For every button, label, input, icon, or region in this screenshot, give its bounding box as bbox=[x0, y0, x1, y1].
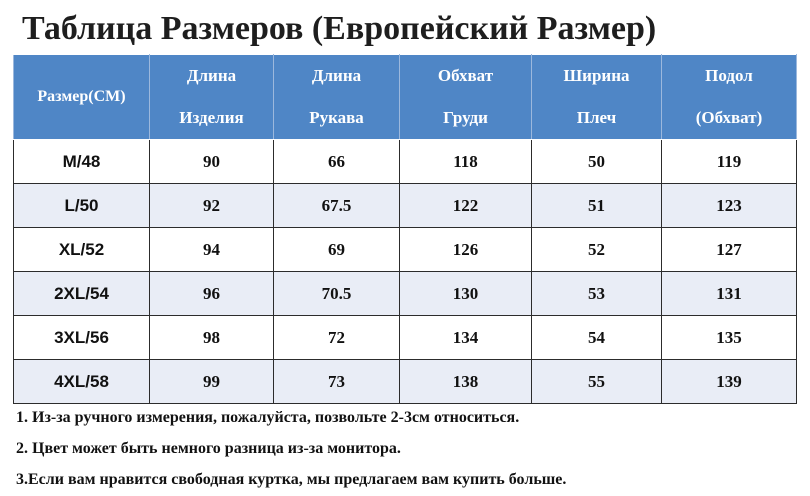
chest-cell: 134 bbox=[400, 316, 532, 360]
header-label-line2: Изделия bbox=[179, 108, 244, 127]
shoulder-cell: 55 bbox=[532, 360, 662, 404]
page-title: Таблица Размеров (Европейский Размер) bbox=[22, 10, 657, 47]
length-cell: 98 bbox=[150, 316, 274, 360]
hem-cell: 135 bbox=[662, 316, 797, 360]
length-cell: 94 bbox=[150, 228, 274, 272]
shoulder-cell: 52 bbox=[532, 228, 662, 272]
table-row bbox=[14, 184, 797, 228]
header-sleeve bbox=[274, 55, 400, 140]
header-label-line1: Обхват bbox=[437, 66, 494, 85]
header-label-line2: Рукава bbox=[309, 108, 364, 127]
length-cell: 96 bbox=[150, 272, 274, 316]
header-label-line2: Груди bbox=[443, 108, 488, 127]
chest-cell: 122 bbox=[400, 184, 532, 228]
header-label-line1: Подол bbox=[705, 66, 753, 85]
chest-cell: 138 bbox=[400, 360, 532, 404]
header-label-line2: (Обхват) bbox=[695, 108, 763, 127]
sleeve-cell: 72 bbox=[274, 316, 400, 360]
size-cell: 3XL/56 bbox=[14, 316, 150, 360]
sleeve-cell: 69 bbox=[274, 228, 400, 272]
size-cell: 4XL/58 bbox=[14, 360, 150, 404]
size-cell: 2XL/54 bbox=[14, 272, 150, 316]
hem-cell: 123 bbox=[662, 184, 797, 228]
size-cell: XL/52 bbox=[14, 228, 150, 272]
note-measurement: 1. Из-за ручного измерения, пожалуйста, позвольте 2-3см относиться. bbox=[16, 409, 520, 426]
header-size bbox=[14, 55, 150, 140]
sleeve-cell: 70.5 bbox=[274, 272, 400, 316]
shoulder-cell: 51 bbox=[532, 184, 662, 228]
chest-cell: 130 bbox=[400, 272, 532, 316]
table-row bbox=[14, 360, 797, 404]
note-fit: 3.Если вам нравится свободная куртка, мы предлагаем вам купить больше. bbox=[16, 471, 567, 488]
hem-cell: 127 bbox=[662, 228, 797, 272]
length-cell: 99 bbox=[150, 360, 274, 404]
hem-cell: 131 bbox=[662, 272, 797, 316]
header-label-line1: Ширина bbox=[563, 66, 630, 85]
shoulder-cell: 53 bbox=[532, 272, 662, 316]
header-label: Размер(CM) bbox=[37, 88, 126, 105]
header-length bbox=[150, 55, 274, 140]
table-row bbox=[14, 272, 797, 316]
note-color: 2. Цвет может быть немного разница из-за монитора. bbox=[16, 440, 401, 457]
table-row bbox=[14, 316, 797, 360]
table-header-row bbox=[14, 55, 797, 140]
size-table bbox=[13, 54, 797, 404]
header-shoulder bbox=[532, 55, 662, 140]
header-label-line1: Длина bbox=[311, 66, 362, 85]
size-cell: L/50 bbox=[14, 184, 150, 228]
length-cell: 92 bbox=[150, 184, 274, 228]
header-chest bbox=[400, 55, 532, 140]
length-cell: 90 bbox=[150, 140, 274, 184]
chest-cell: 126 bbox=[400, 228, 532, 272]
shoulder-cell: 54 bbox=[532, 316, 662, 360]
shoulder-cell: 50 bbox=[532, 140, 662, 184]
table-row bbox=[14, 140, 797, 184]
hem-cell: 139 bbox=[662, 360, 797, 404]
size-cell: M/48 bbox=[14, 140, 150, 184]
sleeve-cell: 73 bbox=[274, 360, 400, 404]
notes-list bbox=[16, 402, 796, 495]
sleeve-cell: 67.5 bbox=[274, 184, 400, 228]
header-hem bbox=[662, 55, 797, 140]
sleeve-cell: 66 bbox=[274, 140, 400, 184]
table-row bbox=[14, 228, 797, 272]
hem-cell: 119 bbox=[662, 140, 797, 184]
header-label-line1: Длина bbox=[186, 66, 237, 85]
chest-cell: 118 bbox=[400, 140, 532, 184]
header-label-line2: Плеч bbox=[576, 108, 617, 127]
